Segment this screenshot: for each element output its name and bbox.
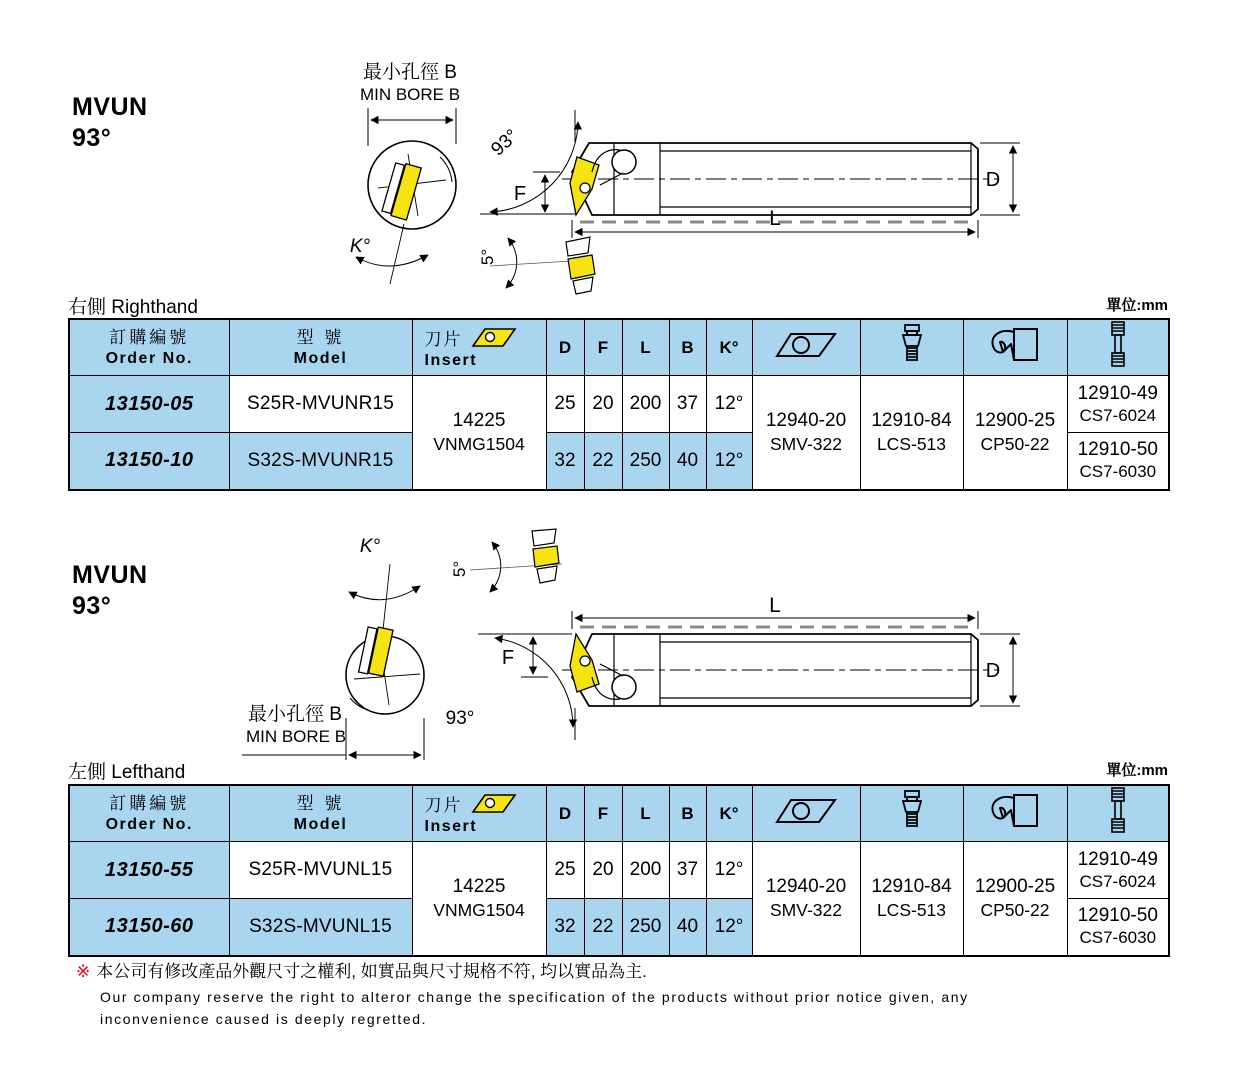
dim-b: 37	[669, 842, 706, 899]
footnote-zh: ※ 本公司有修改產品外觀尺寸之權利, 如實品與尺寸規格不符, 均以實品為主.	[76, 962, 647, 981]
order-no: 13150-60	[69, 899, 229, 956]
k-angle-label: K°	[349, 236, 371, 257]
clamp-icon	[987, 791, 1043, 831]
dim-d: 25	[546, 842, 584, 899]
col-header-shim	[752, 785, 860, 842]
col-header-order: 訂購編號 Order No.	[69, 785, 229, 842]
angle-5-arc	[490, 542, 501, 592]
col-header-insert: 刀片 Insert	[412, 785, 546, 842]
dim-k: 12°	[706, 842, 752, 899]
clamp-icon	[987, 325, 1043, 365]
angle-5-label: 5°	[478, 248, 497, 266]
lefthand-tool-diagram	[240, 528, 1040, 768]
col-header-b: B	[669, 319, 706, 376]
col-header-insert: 刀片 Insert	[412, 319, 546, 376]
screw-cell: 12910-49 CS7-6024	[1067, 842, 1169, 899]
dim-b: 37	[669, 376, 706, 433]
col-header-screw	[1067, 785, 1169, 842]
unit-label-righthand: 單位:mm	[1106, 297, 1168, 314]
min-bore-extension-lines	[346, 718, 424, 760]
pin-cell: 12910-84 LCS-513	[860, 376, 963, 490]
dim-b: 40	[669, 899, 706, 956]
model: S32S-MVUNR15	[229, 433, 412, 490]
col-header-pin	[860, 785, 963, 842]
unit-label-lefthand: 單位:mm	[1106, 762, 1168, 779]
screw-cell: 12910-50 CS7-6030	[1067, 899, 1169, 956]
f-label: F	[501, 647, 515, 669]
dim-f: 20	[584, 376, 622, 433]
order-no: 13150-55	[69, 842, 229, 899]
col-header-f: F	[584, 319, 622, 376]
dim-l: 250	[622, 433, 669, 490]
dim-f: 22	[584, 433, 622, 490]
dim-l: 200	[622, 842, 669, 899]
col-header-d: D	[546, 319, 584, 376]
col-header-screw	[1067, 319, 1169, 376]
insert-cross-section	[359, 625, 393, 677]
insert-side-detail	[532, 529, 559, 583]
model: S25R-MVUNL15	[229, 842, 412, 899]
angle-93-label: 93°	[487, 125, 523, 161]
k-angle-label: K°	[359, 536, 381, 557]
pin-cell: 12910-84 LCS-513	[860, 842, 963, 956]
insert-cross-section	[381, 161, 421, 220]
clamp-screw	[612, 675, 636, 699]
hand-label-righthand: 右側 Righthand	[68, 297, 198, 318]
angle-5-arc	[506, 238, 517, 288]
model: S32S-MVUNL15	[229, 899, 412, 956]
reference-mark: ※	[76, 962, 91, 981]
col-header-clamp	[963, 785, 1067, 842]
series-angle: 93°	[72, 592, 112, 620]
angle-5-label: 5°	[450, 560, 469, 578]
lock-pin-icon	[900, 323, 924, 367]
dim-f: 22	[584, 899, 622, 956]
col-header-pin	[860, 319, 963, 376]
col-header-l: L	[622, 319, 669, 376]
dim-d: 32	[546, 899, 584, 956]
righthand-tool-diagram	[240, 52, 1040, 297]
table-row	[69, 842, 1169, 899]
l-label: L	[769, 594, 781, 617]
screw-cell: 12910-49 CS7-6024	[1067, 376, 1169, 433]
shim-cell: 12940-20 SMV-322	[752, 376, 860, 490]
series-angle: 93°	[72, 124, 112, 152]
order-no: 13150-05	[69, 376, 229, 433]
min-bore-label-zh: 最小孔徑 B	[363, 62, 457, 83]
insert-icon	[471, 791, 517, 817]
screw-cell: 12910-50 CS7-6030	[1067, 433, 1169, 490]
angle-93-label: 93°	[445, 708, 475, 729]
dim-l: 200	[622, 376, 669, 433]
shim-cell: 12940-20 SMV-322	[752, 842, 860, 956]
insert-cell: 14225 VNMG1504	[412, 376, 546, 490]
order-no: 13150-10	[69, 433, 229, 490]
dim-d: 25	[546, 376, 584, 433]
series-name: MVUN	[72, 93, 148, 121]
min-bore-label-en: MIN BORE B	[245, 727, 347, 746]
hand-label-lefthand: 左側 Lefthand	[68, 762, 186, 783]
f-label: F	[513, 183, 527, 205]
k-angle-arc	[349, 586, 420, 600]
footnote	[76, 960, 1186, 1030]
insert-cell: 14225 VNMG1504	[412, 842, 546, 956]
clamp-screw	[612, 150, 636, 174]
series-name: MVUN	[72, 561, 148, 589]
min-bore-label-zh: 最小孔徑 B	[248, 704, 342, 725]
dim-d: 32	[546, 433, 584, 490]
dim-f: 20	[584, 842, 622, 899]
col-header-order: 訂購編號 Order No.	[69, 319, 229, 376]
screw-icon	[1108, 786, 1128, 836]
head-front-view	[368, 141, 456, 229]
col-header-k: K°	[706, 785, 752, 842]
boring-bar	[562, 627, 1001, 706]
lefthand-spec-table	[68, 784, 1170, 957]
footnote-en: Our company reserve the right to alteror change the specification of the products without prior notice given, any inconvenience caused is deeply regretted.	[100, 989, 969, 1027]
d-label: D	[985, 660, 1001, 682]
dim-k: 12°	[706, 376, 752, 433]
col-header-l: L	[622, 785, 669, 842]
section-title-righthand	[72, 92, 148, 154]
col-header-d: D	[546, 785, 584, 842]
table-row	[69, 376, 1169, 433]
col-header-k: K°	[706, 319, 752, 376]
col-header-model: 型 號 Model	[229, 319, 412, 376]
col-header-shim	[752, 319, 860, 376]
dim-k: 12°	[706, 899, 752, 956]
head-front-view	[346, 625, 424, 714]
col-header-b: B	[669, 785, 706, 842]
lock-pin-icon	[900, 789, 924, 833]
screw-icon	[1108, 320, 1128, 370]
model: S25R-MVUNR15	[229, 376, 412, 433]
dim-l: 250	[622, 899, 669, 956]
clamp-cell: 12900-25 CP50-22	[963, 376, 1067, 490]
shim-icon	[774, 795, 838, 827]
min-bore-label-en: MIN BORE B	[359, 85, 461, 104]
dim-k: 12°	[706, 433, 752, 490]
insert-side-detail	[566, 237, 595, 294]
righthand-spec-table	[68, 318, 1170, 491]
clamp-cell: 12900-25 CP50-22	[963, 842, 1067, 956]
section-title-lefthand	[72, 560, 148, 622]
col-header-f: F	[584, 785, 622, 842]
d-label: D	[985, 169, 1001, 191]
insert-icon	[471, 325, 517, 351]
col-header-model: 型 號 Model	[229, 785, 412, 842]
dim-b: 40	[669, 433, 706, 490]
col-header-clamp	[963, 319, 1067, 376]
l-label: L	[769, 207, 781, 230]
shim-icon	[774, 329, 838, 361]
